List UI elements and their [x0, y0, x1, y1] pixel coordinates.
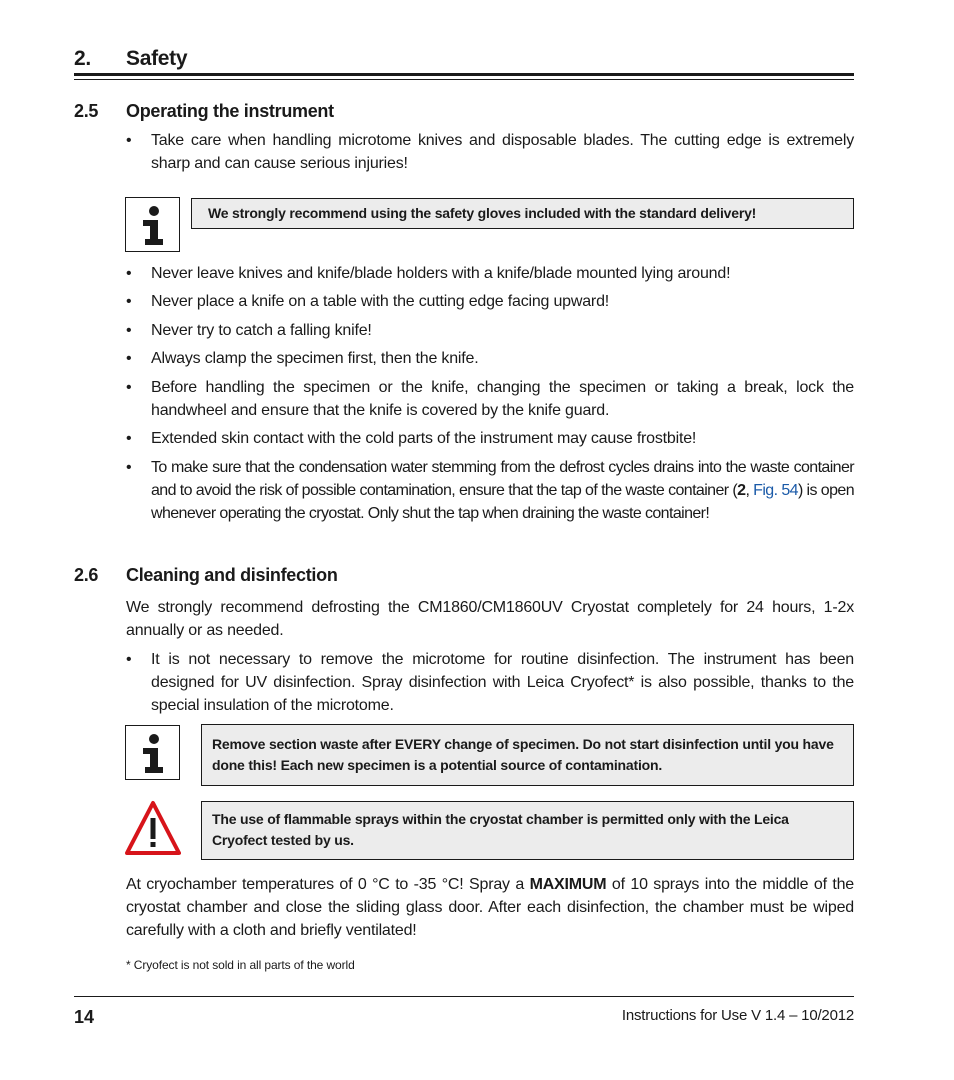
footnote: * Cryofect is not sold in all parts of the world — [126, 958, 355, 972]
section-title: Cleaning and disinfection — [126, 565, 338, 585]
bullet-item: Always clamp the specimen first, then the knife. — [151, 350, 479, 367]
bullet-marker: • — [126, 651, 132, 668]
bullet-text-part: ) is open whenever operating the cryostat. Only shut the tap when draining the waste container! — [151, 482, 854, 522]
header-rule — [74, 73, 854, 76]
bullet-marker: • — [126, 132, 132, 149]
bullet-text-part: To make sure that the condensation water stemming from the defrost cycles drains into the waste container and to avoid the risk of possible contamination, ensure that the tap of the waste container ( — [151, 459, 854, 499]
warning-triangle-icon — [125, 800, 181, 856]
spray-text-part: At cryochamber temperatures of 0 °C to -35 °C! Spray a — [126, 876, 530, 893]
section-number: 2.6 — [74, 565, 99, 585]
footer-rule — [74, 996, 854, 997]
spray-text-part: of 10 sprays into the middle of the cryostat chamber and close the sliding glass door. After each disinfection, the chamber must be wiped carefully with a cloth and briefly ventilated! — [126, 876, 854, 939]
item-reference: 2 — [737, 482, 746, 499]
bullet-marker: • — [126, 430, 132, 447]
bullet-item-waste-tap — [151, 456, 854, 525]
emphasis-maximum: MAXIMUM — [529, 876, 607, 893]
intro-paragraph: We strongly recommend defrosting the CM1860/CM1860UV Cryostat completely for 24 hours, 1-2x annually or as needed. — [126, 599, 854, 639]
info-note: Remove section waste after EVERY change of specimen. Do not start disinfection until you have done this! Each new specimen is a potential source of contamination. — [201, 724, 854, 786]
bullet-marker: • — [126, 459, 132, 476]
info-note: We strongly recommend using the safety gloves included with the standard delivery! — [191, 198, 854, 229]
spray-paragraph — [126, 873, 854, 942]
bullet-marker: • — [126, 350, 132, 367]
bullet-item: Extended skin contact with the cold parts of the instrument may cause frostbite! — [151, 430, 697, 447]
document-info: Instructions for Use V 1.4 – 10/2012 — [621, 1007, 854, 1024]
bullet-item: Never leave knives and knife/blade holders with a knife/blade mounted lying around! — [151, 265, 731, 282]
section-title: Operating the instrument — [126, 101, 334, 121]
warning-note: The use of flammable sprays within the cryostat chamber is permitted only with the Leica Cryofect tested by us. — [201, 801, 854, 860]
separator: , — [745, 482, 754, 499]
bullet-marker: • — [126, 322, 132, 339]
header-rule-thin — [74, 79, 854, 80]
page-number: 14 — [74, 1007, 95, 1027]
bullet-item: It is not necessary to remove the microtome for routine disinfection. The instrument has been designed for UV disinfection. Spray disinfection with Leica Cryofect* is also possible, thanks to the special insulation of the microtome. — [151, 651, 854, 714]
bullet-item: Take care when handling microtome knives and disposable blades. The cutting edge is extremely sharp and can cause serious injuries! — [151, 132, 854, 172]
section-number: 2.5 — [74, 101, 99, 121]
bullet-item: Never place a knife on a table with the cutting edge facing upward! — [151, 293, 610, 310]
bullet-marker: • — [126, 293, 132, 310]
info-icon — [125, 197, 180, 252]
bullet-item: Before handling the specimen or the knife, changing the specimen or taking a break, lock the handwheel and ensure that the knife is covered by the knife guard. — [151, 379, 854, 419]
chapter-number: 2. — [74, 47, 91, 70]
bullet-marker: • — [126, 265, 132, 282]
figure-link[interactable]: Fig. 54 — [753, 482, 798, 499]
chapter-title: Safety — [126, 47, 188, 70]
bullet-item: Never try to catch a falling knife! — [151, 322, 372, 339]
bullet-marker: • — [126, 379, 132, 396]
info-icon — [125, 725, 180, 780]
